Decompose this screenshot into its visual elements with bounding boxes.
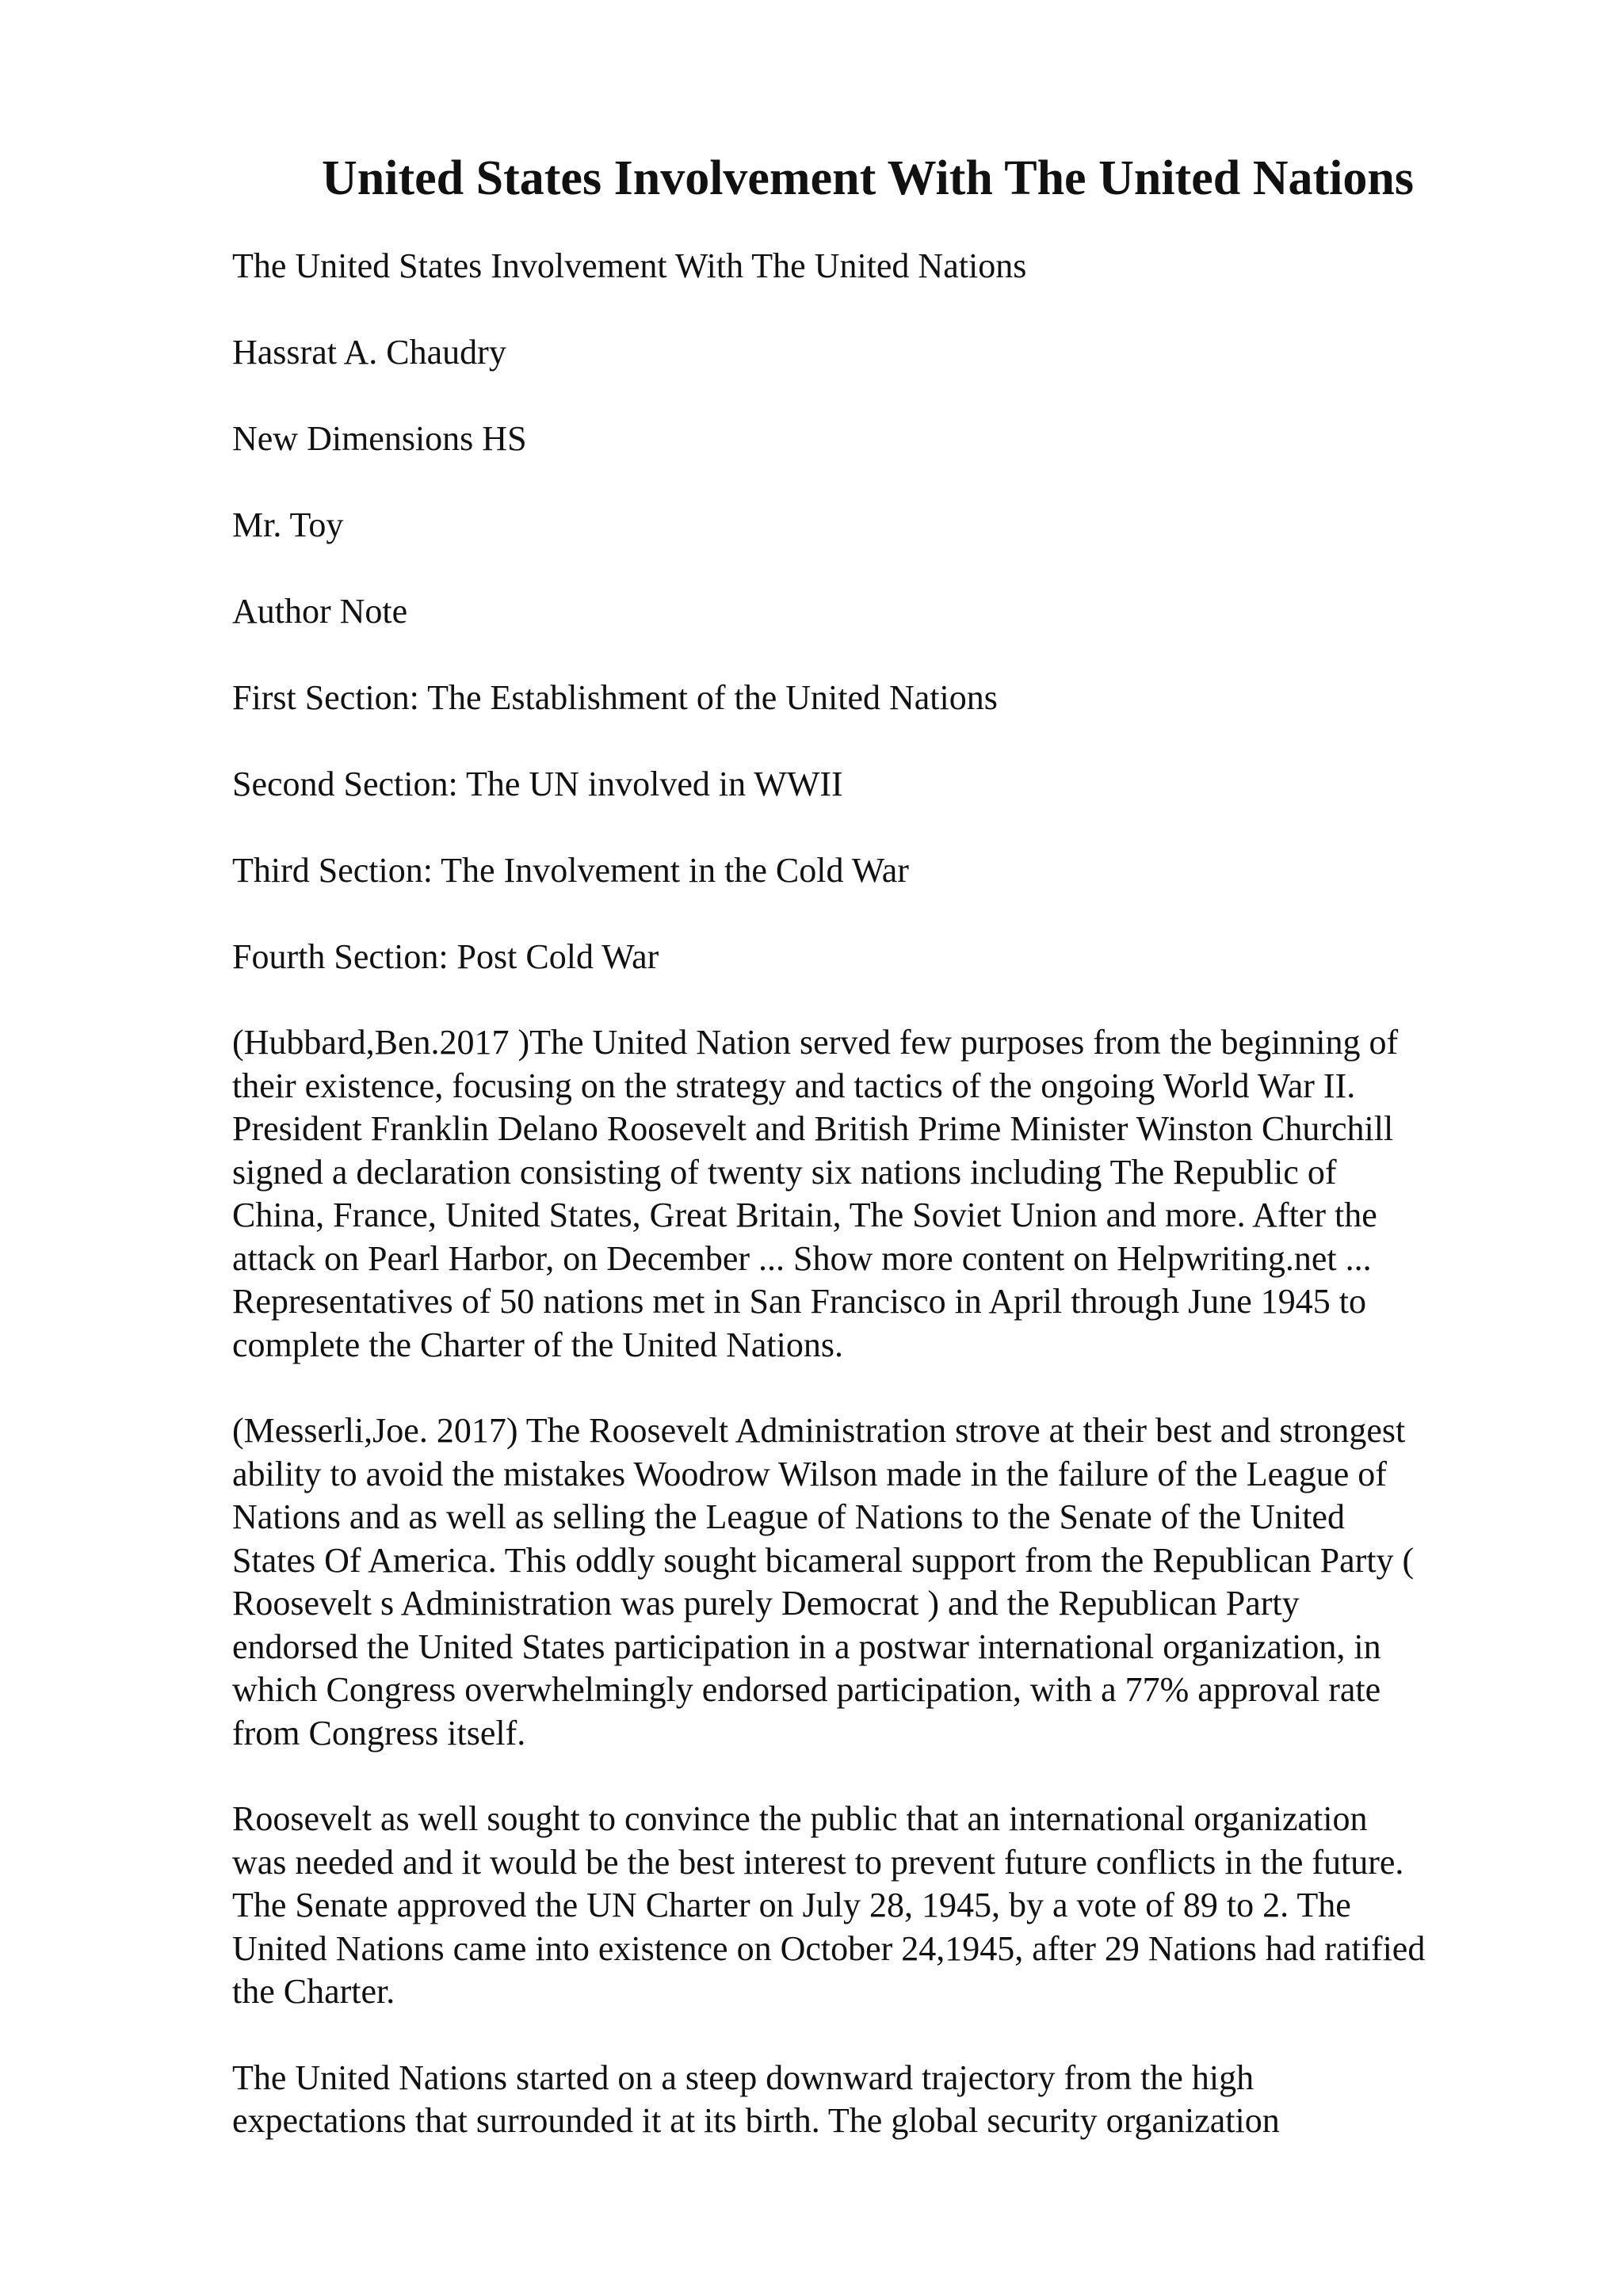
paragraph-line: complete the Charter of the United Nations.: [232, 1325, 843, 1364]
paragraph-line: their existence, focusing on the strategy and tactics of the ongoing World War II.: [232, 1066, 1356, 1105]
paragraph-line: from Congress itself.: [232, 1713, 526, 1753]
paragraph-line: was needed and it would be the best interest to prevent future conflicts in the future.: [232, 1842, 1404, 1882]
section-outline-second: Second Section: The UN involved in WWII: [232, 765, 843, 803]
body-paragraph-1: [232, 1021, 1516, 1367]
section-outline-fourth: Fourth Section: Post Cold War: [232, 937, 659, 976]
body-paragraph-2: [232, 1409, 1516, 1755]
paper-title-line: The United States Involvement With The United Nations: [232, 246, 1027, 285]
paragraph-line: which Congress overwhelmingly endorsed participation, with a 77% approval rate: [232, 1670, 1381, 1709]
author-note-heading: Author Note: [232, 592, 408, 631]
paragraph-line: United Nations came into existence on October 24,1945, after 29 Nations had ratified: [232, 1928, 1426, 1968]
paragraph-line: signed a declaration consisting of twenty six nations including The Republic of: [232, 1152, 1337, 1192]
paragraph-line: Representatives of 50 nations met in San Francisco in April through June 1945 to: [232, 1282, 1367, 1321]
school-name: New Dimensions HS: [232, 419, 527, 458]
paragraph-line: Nations and as well as selling the League of Nations to the Senate of the United: [232, 1497, 1345, 1536]
paragraph-line: Roosevelt as well sought to convince the public that an international organization: [232, 1799, 1368, 1838]
paragraph-line: (Messerli,Joe. 2017) The Roosevelt Administration strove at their best and strongest: [232, 1411, 1406, 1450]
document-title: United States Involvement With The United Nations: [322, 151, 1414, 205]
teacher-name: Mr. Toy: [232, 505, 344, 544]
paragraph-line: endorsed the United States participation in a postwar international organization, in: [232, 1627, 1381, 1666]
paragraph-line: The Senate approved the UN Charter on July 28, 1945, by a vote of 89 to 2. The: [232, 1886, 1351, 1924]
paragraph-line: States Of America. This oddly sought bicameral support from the Republican Party (: [232, 1540, 1415, 1580]
paragraph-line: Roosevelt s Administration was purely Democrat ) and the Republican Party: [232, 1584, 1300, 1623]
body-paragraph-3: [232, 1798, 1516, 2014]
section-outline-first: First Section: The Establishment of the United Nations: [232, 678, 998, 717]
paragraph-line: (Hubbard,Ben.2017 )The United Nation served few purposes from the beginning of: [232, 1023, 1399, 1062]
author-name: Hassrat A. Chaudry: [232, 333, 506, 372]
body-paragraph-4: [232, 2057, 1516, 2143]
paragraph-line: attack on Pearl Harbor, on December ... Show more content on Helpwriting.net ...: [232, 1238, 1372, 1278]
paragraph-line: China, France, United States, Great Britain, The Soviet Union and more. After the: [232, 1196, 1377, 1234]
section-outline-third: Third Section: The Involvement in the Cold War: [232, 851, 909, 890]
paragraph-line: ability to avoid the mistakes Woodrow Wilson made in the failure of the League of: [232, 1454, 1387, 1493]
paragraph-line: The United Nations started on a steep downward trajectory from the high: [232, 2058, 1254, 2097]
paragraph-line: President Franklin Delano Roosevelt and British Prime Minister Winston Churchill: [232, 1109, 1394, 1148]
paragraph-line: the Charter.: [232, 1972, 395, 2011]
document-body: [232, 244, 1516, 2186]
paragraph-line: expectations that surrounded it at its birth. The global security organization: [232, 2101, 1280, 2140]
